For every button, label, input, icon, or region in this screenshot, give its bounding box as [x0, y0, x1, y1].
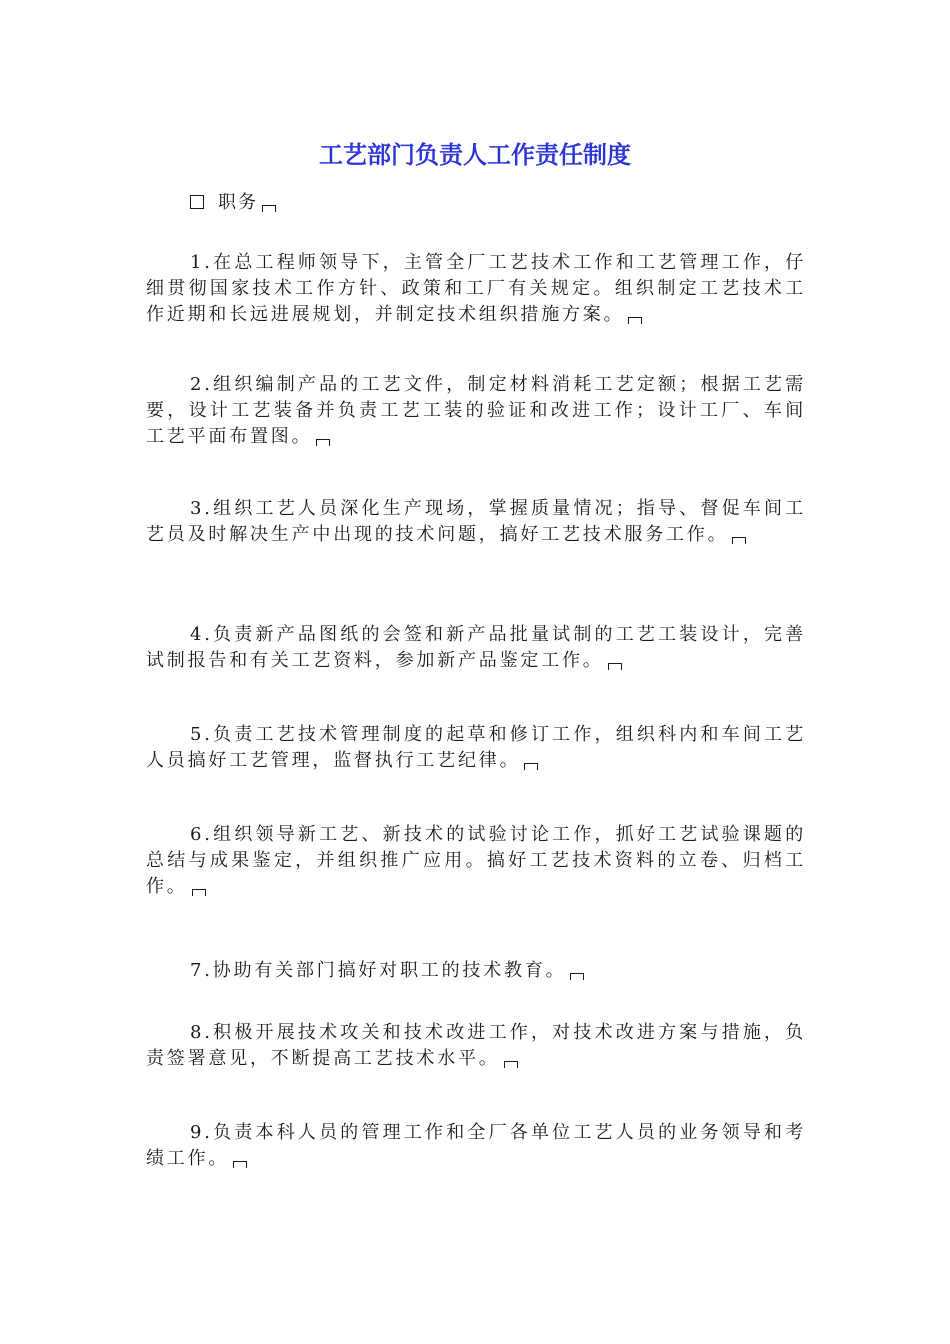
- paragraph-6: [146, 822, 806, 900]
- paragraph-mark-icon: [316, 439, 330, 446]
- section-heading: [190, 188, 276, 214]
- paragraph-mark-icon: [192, 889, 206, 896]
- paragraph-8: [146, 1020, 806, 1072]
- paragraph-mark-icon: [524, 763, 538, 770]
- paragraph-mark-icon: [233, 1161, 247, 1168]
- paragraph-text: 1.在总工程师领导下，主管全厂工艺技术工作和工艺管理工作，仔细贯彻国家技术工作方针、政策和工厂有关规定。组织制定工艺技术工作近期和长远进展规划，并制定技术组织措施方案。: [146, 252, 806, 325]
- paragraph-mark-icon: [262, 205, 276, 212]
- paragraph-7: [146, 958, 806, 984]
- paragraph-mark-icon: [570, 973, 584, 980]
- paragraph-mark-icon: [628, 317, 642, 324]
- paragraph-1: [146, 250, 806, 328]
- paragraph-2: [146, 372, 806, 450]
- paragraph-mark-icon: [504, 1061, 518, 1068]
- paragraph-9: [146, 1120, 806, 1172]
- paragraph-text: 2.组织编制产品的工艺文件，制定材料消耗工艺定额；根据工艺需要，设计工艺装备并负责工艺工装的验证和改进工作；设计工厂、车间工艺平面布置图。: [146, 374, 806, 447]
- paragraph-4: [146, 622, 806, 674]
- checkbox-icon: [190, 195, 204, 209]
- paragraph-text: 7.协助有关部门搞好对职工的技术教育。: [190, 960, 567, 981]
- section-heading-label: 职务: [218, 192, 258, 213]
- paragraph-text: 8.积极开展技术攻关和技术改进工作，对技术改进方案与措施，负责签署意见，不断提高工艺技术水平。: [146, 1022, 806, 1069]
- paragraph-mark-icon: [608, 663, 622, 670]
- paragraph-5: [146, 722, 806, 774]
- document-title: 工艺部门负责人工作责任制度: [319, 141, 631, 169]
- paragraph-mark-icon: [732, 537, 746, 544]
- paragraph-text: 4.负责新产品图纸的会签和新产品批量试制的工艺工装设计，完善试制报告和有关工艺资料，参加新产品鉴定工作。: [146, 624, 806, 671]
- paragraph-3: [146, 496, 806, 548]
- paragraph-text: 5.负责工艺技术管理制度的起草和修订工作，组织科内和车间工艺人员搞好工艺管理，监督执行工艺纪律。: [146, 724, 806, 771]
- paragraph-text: 3.组织工艺人员深化生产现场，掌握质量情况；指导、督促车间工艺员及时解决生产中出现的技术问题，搞好工艺技术服务工作。: [146, 498, 806, 545]
- paragraph-text: 6.组织领导新工艺、新技术的试验讨论工作，抓好工艺试验课题的总结与成果鉴定，并组织推广应用。搞好工艺技术资料的立卷、归档工作。: [146, 824, 806, 897]
- paragraph-text: 9.负责本科人员的管理工作和全厂各单位工艺人员的业务领导和考绩工作。: [146, 1122, 806, 1169]
